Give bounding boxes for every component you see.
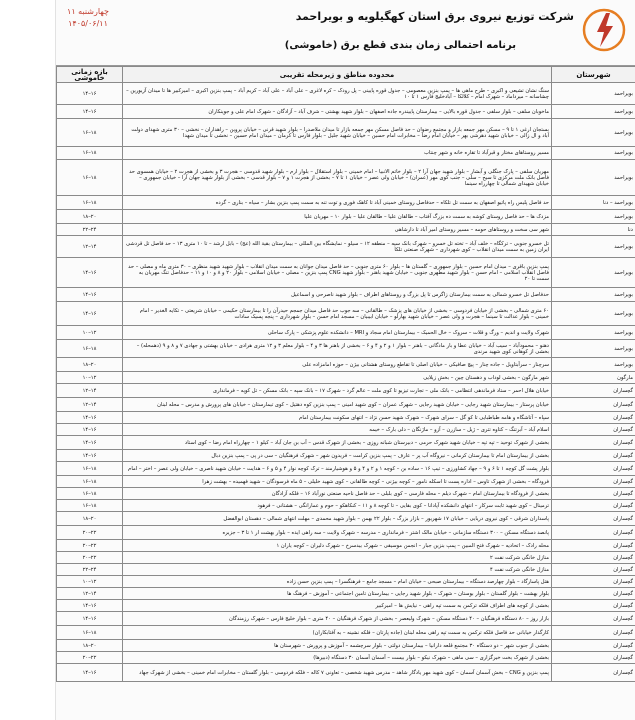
table-row <box>57 476 635 488</box>
table-row <box>57 196 635 210</box>
table-row <box>57 488 635 500</box>
table-row <box>57 526 635 540</box>
row-area: شهرک ولایت و اندیم – ورگ و قلات – سروک – خال الحمیک – بیمارستان امام سجاد و MRI – دانشکده علوم پزشکی – پارک ساحلی <box>123 326 552 340</box>
table-row <box>57 224 635 236</box>
row-city: بویراحمد <box>552 258 635 288</box>
row-area: بازار روز – ۸۰ دستگاه فرهنگیان – ۴۰ دستگاه مسکن – شهرک ولیعصر – بخشی از شهرک فرهنگیان – ۴۰ متری – بلوار خلیج فارس – شهرک رزمندگان <box>123 612 552 626</box>
table-row <box>57 436 635 450</box>
table-row <box>57 105 635 119</box>
row-time: ۱۶–۱۸ <box>57 488 123 500</box>
row-time: ۲۰–۲۲ <box>57 552 123 564</box>
row-area: کارگذار خیابانی حد فاصل فلکه ترکمن به سمت تپه راهی محله لبنان (جاده پارتان – فلکه نشینه – به آفتابکاران) <box>123 626 552 640</box>
row-city: گچساران <box>552 450 635 462</box>
document-page <box>55 0 635 720</box>
row-area: شهر سی سخت و روستاهای حومه – مسیر روستای امیر آباد تا دارشاهی <box>123 224 552 236</box>
row-time: ۱۶–۱۸ <box>57 500 123 512</box>
row-time: ۱۴–۱۶ <box>57 664 123 682</box>
row-time: ۱۴–۱۶ <box>57 258 123 288</box>
row-time: ۲۲–۲۴ <box>57 564 123 576</box>
row-time: ۱۴–۱۶ <box>57 83 123 105</box>
row-area: ترمینال – کوی شهید ثابت سرکار – انتهای دانشکده آپادانا – کوی بقایی – تا کوچه ۸ و ۱۱ – کنکاهکو – حوم و عمارانگی – هشتانی – فرهود <box>123 500 552 512</box>
row-city: بویراحمد <box>552 326 635 340</box>
company-title: شرکت توزیع نیروی برق استان کهگیلویه و بویراحمد <box>295 10 574 23</box>
table-row <box>57 576 635 588</box>
row-time: ۱۴–۱۶ <box>57 424 123 436</box>
row-area: بخشی از شهرک بخت خیرگزاری – سی ماهی – شهرک نیکو – بلوار بیست – آسمان آسمان ۳۰ دستگاه (دبیرها) <box>123 652 552 664</box>
row-city: گچساران <box>552 576 635 588</box>
row-time: ۲۰–۲۲ <box>57 526 123 540</box>
table-row <box>57 358 635 372</box>
row-city: گچساران <box>552 500 635 512</box>
row-city: گچساران <box>552 476 635 488</box>
row-city: گچساران <box>552 540 635 552</box>
row-city: مارگون <box>552 372 635 384</box>
row-time: ۱۴–۱۶ <box>57 600 123 612</box>
row-city: بویراحمد – دنا <box>552 196 635 210</box>
table-row <box>57 424 635 436</box>
row-time: ۱۴–۱۶ <box>57 302 123 326</box>
row-area: منازل خانگی شرکت نفت ۴ <box>123 564 552 576</box>
row-time: ۱۶–۱۸ <box>57 147 123 160</box>
row-city: بویراحمد <box>552 160 635 196</box>
table-row <box>57 564 635 576</box>
row-area: مهریان سلفی – پارک جنگلی و آبشار – بلوار شهید جهان آرا ۲ – بلوار خاتم الانبیا – امام خمینی – بلوار استقلال – بلوار ارم – بلوار شهید قدوسی – هجرت ۳ و بخشی از هجرت ۲ – خیابان همسوی حد فاصل بانک ملت مرکزی تا سیح – سلی – جنب کوی مهر (عمران) – خیابان ولی عصر – خیابان ۱ تا ۷ – بخشی از هجرت ۱ و ۷ – بلوار قدسی – بخشی از بلوار شهید جهان آرا – خیابان جمهوری – خیابان شهیدای شمالی تا چهارراه سینما <box>123 160 552 196</box>
table-row <box>57 326 635 340</box>
table-row <box>57 512 635 526</box>
row-city: گچساران <box>552 652 635 664</box>
row-city: گچساران <box>552 664 635 682</box>
row-city: گچساران <box>552 424 635 436</box>
row-city: گچساران <box>552 512 635 526</box>
row-time: ۱۶–۱۸ <box>57 476 123 488</box>
row-time: ۱۴–۱۶ <box>57 412 123 424</box>
row-time: ۱۲–۱۴ <box>57 236 123 258</box>
table-row <box>57 500 635 512</box>
row-area: بخشی از فرودگاه تا بیمارستان امام – شهرک دیلم – محله فارسی – کوی بلبلی – حد فاصل ناحیه صنعتی نورآباد ۱۶ – فلکه آزادگان <box>123 488 552 500</box>
row-area: اسلام آباد – آبرتنگ – کتاوه تتری – ژیل – سازرن – آزو – ماژنگان – دلی بارک – خیمه <box>123 424 552 436</box>
table-row <box>57 462 635 476</box>
row-time: ۱۰–۱۲ <box>57 326 123 340</box>
row-time: ۱۴–۱۶ <box>57 612 123 626</box>
table-row <box>57 384 635 398</box>
row-area: خیابان پرستار – بیمارستان شهید رجایی – خیابان شهید رجایی – شهرک عمران – کوی شهید امینی – پمپ بنزین کوه دهتیل – کوی تیمارستان – خیابان های پرورش و مدرس – محله لبنان <box>123 398 552 412</box>
row-city: بویراحمد <box>552 302 635 326</box>
row-city: گچساران <box>552 612 635 626</box>
column-header-city: شهرستان <box>552 67 635 83</box>
row-time: ۱۸–۲۰ <box>57 210 123 224</box>
table-row <box>57 450 635 462</box>
row-area: ماخوبان سلفی – بلوار سلفی – جدول قوره بالایی – بیمارستان پاییندره جاده اصفهان – بلوار شهید بهشتی – شرف آباد – آزادگان – شهرک امام علی و جوینکاران <box>123 105 552 119</box>
table-header-row <box>57 67 635 83</box>
row-time: ۱۶–۱۸ <box>57 160 123 196</box>
row-city: بویراحمد <box>552 236 635 258</box>
row-area: پمپ بنزین و CNG – بخش آسمان آسمان – کوی شهید مهر یادگار شاهد – مدرس شهید شخصی – تعاونی ۷ کاله – فلکه فردوسی – بلوار گلستان – مخابرات امام خمینی – بخشی از شهرک جهاد <box>123 664 552 682</box>
row-time: ۱۴–۱۶ <box>57 105 123 119</box>
row-time: ۱۴–۱۶ <box>57 436 123 450</box>
row-city: گچساران <box>552 626 635 640</box>
table-row <box>57 340 635 358</box>
row-area: بخشی از شهرک توحید – تپه تپه – خیابان شهید شهرک حرمی – دبیرستان شبانه روزی – بخشی از شهرک قدس – آب بن جان آباد – کیلو ۱ – چهارراه امام رضا – کوی استاد <box>123 436 552 450</box>
row-city: گچساران <box>552 436 635 450</box>
company-logo-icon <box>582 8 626 52</box>
row-time: ۱۶–۱۸ <box>57 340 123 358</box>
row-time: ۱۰–۱۲ <box>57 372 123 384</box>
table-row <box>57 302 635 326</box>
row-city: بویراحمد <box>552 210 635 224</box>
row-area: بخشی از کوچه های اطراف فلکه ترکمن به سمت تپه راهی – نیایش ها – امیرکبیر <box>123 600 552 612</box>
row-area: مزدک ها – حد فاصل روستای کوشه به سمت ده بزرگ آفتاب – طالقان علیا – طالقان علیا – بلوار ۱۰ – مهریان علیا <box>123 210 552 224</box>
table-row <box>57 236 635 258</box>
row-area: محله رادک – اتحادیه – شهرک فتح المبین – پمپ بنزین جبار – انجمن موسیقی – شهرک بیدسرخ – شهرک دلیران – کوچه یاران ۱ <box>123 540 552 552</box>
column-header-area: محدوده مناطق و زیرمحله تقریبی <box>123 67 552 83</box>
row-city: گچساران <box>552 588 635 600</box>
table-row <box>57 612 635 626</box>
row-time: ۱۶–۱۸ <box>57 119 123 147</box>
row-time: ۱۶–۱۸ <box>57 196 123 210</box>
outage-schedule-table <box>56 66 635 682</box>
row-area: تل خسرو جنوبی – ترکگاه – خلف آباد – تخته تل خسرو – شهرک بانک سپه – منطقه ۱۲ – سیلو – نمایشگاه بین المللی – بیمارستان بقیة الله (عج) – بابل ارشد – تا ۱۰ متری ۱۳ – حد فاصل تل قردشی ایران زمین به سمت میدان انقلاب – کوی شهرداری – شهرک صنعتی تلکا <box>123 236 552 258</box>
row-area: حد فاصل پلیس راه پاتیو اصفهان به سمت تل تلکاه – حدفاصل روستای خمینی آباد تا کاهک فوری و توت تنه به سمت پمپ بنزین بشار – سیاه – بناری – گرده <box>123 196 552 210</box>
row-time: ۲۰–۲۲ <box>57 540 123 552</box>
row-city: گچساران <box>552 564 635 576</box>
row-area: سرچنار – سرآبتاویل – جاده چنار – پیچ صافیکی – خیابان اصلی تا تقاطع روستای هشتانی بیژن – حوزه امامزاده علی <box>123 358 552 372</box>
row-city: گچساران <box>552 412 635 424</box>
row-city: گچساران <box>552 526 635 540</box>
table-row <box>57 119 635 147</box>
table-row <box>57 83 635 105</box>
row-city: بویراحمد <box>552 358 635 372</box>
table-row <box>57 210 635 224</box>
row-time: ۱۸–۲۰ <box>57 512 123 526</box>
row-city: بویراحمد <box>552 105 635 119</box>
table-row <box>57 160 635 196</box>
row-time: ۱۸–۲۰ <box>57 358 123 372</box>
row-area: ۶۰ متری شمالی – بخشی از خیابان فردوسی – بخشی از خیابان های پزشک – طالقانی – سه جوب حد فاصل میدان جمجم حیدرآن را تا بیمارستان حکیمی – خیابان شریعتی – تکایه الغدیر – امام خمینی – بلوار عدالت تا سینما – هجرت و ولی عصر – خیابان شهید بهارلو – خیابان ابیبیان – مسجد امام حسن – بلوار شهرداری – پنجه پسیک سادات <box>123 302 552 326</box>
row-city: گچساران <box>552 600 635 612</box>
table-row <box>57 600 635 612</box>
row-area: شهر مارگون – بخشی لوداب و دهستان چین – بخش زیلایی <box>123 372 552 384</box>
row-area: بخشی از جنوب شهر – دو دستگاه ۳۰ مجتمع قلعه دارانیا – بیمارستان دولتی – بلوار سرچشمه – آموزش و پرورش – شهرستان ها <box>123 640 552 652</box>
row-area: حدفاصل تل خسرو شمالی به سمت بیمارستان زاگرس تا پل بزرگ و روستاهای اطراف – بلوار شهید ناصرحی و اسماعیل <box>123 288 552 302</box>
table-row <box>57 588 635 600</box>
row-time: ۲۲–۲۴ <box>57 224 123 236</box>
row-city: گچساران <box>552 640 635 652</box>
row-area: بلوار پشت گل کوچه ۱ تا ۶ و ۹ – جهاد کشاورزی – تیپ ۱۶ – ساده بن – کوچه ۱ و ۲ و ۴ و ۵ و هوشیارمند – ترک کوچه نوار ۴ و ۵ و ۶ – هدایت – خیابان شهید ناصری – خیابان ولی عصر – اختر – امام <box>123 462 552 476</box>
row-city: گچساران <box>552 384 635 398</box>
row-city: گچساران <box>552 552 635 564</box>
row-city: بویراحمد <box>552 83 635 105</box>
column-header-time: بازه زمانی خاموشی <box>57 67 123 83</box>
row-time: ۱۴–۱۶ <box>57 450 123 462</box>
row-time: ۱۲–۱۴ <box>57 398 123 412</box>
row-time: ۱۶–۱۸ <box>57 462 123 476</box>
row-city: گچساران <box>552 398 635 412</box>
row-time: ۱۲–۱۴ <box>57 384 123 398</box>
table-row <box>57 664 635 682</box>
row-time: ۱۴–۱۶ <box>57 288 123 302</box>
row-area: بخشی از بیمارستان امام تا بیمارستان کرمانی – نیروگاه آب پر – عارف – پمپ بنزین کرامت – فریدون شهر – شهرک فرهنگیان – سی در پی – پمپ بنزین دبال <box>123 450 552 462</box>
row-city: گچساران <box>552 462 635 476</box>
row-area: پمپ بنزین باقری – میدان امام حسین – بلوار جمهوری – گلستان ها – بلوار ۶۰ متری جنوبی – حد فاصل میدان جوانان به سمت میدان انقلاب – بلوار شهید شهید منظری – ۳۰ متری ماه و مصلی – حد فاصل انقلاب اسلامی – امام حسن – بلوار شهید مطهری جنوبی – خیابان شهید باهنر – بلوار شهید CNG پمپ بنزین – مصلی – خیابان اسلامی – بلوار ۲۰ و ۸ و ۱۰ و ۱۱ – حدفاصل تنگ مهریان به سمت تا ۲۰ <box>123 258 552 288</box>
table-row <box>57 412 635 424</box>
row-time: ۱۸–۲۰ <box>57 640 123 652</box>
row-area: سپاه – آتاشگاه و هامه طباطبایی تا کو گل – سرای شهرک – شهرک شهید حسن نژاد – انتهای سکونت بیمارستان امام <box>123 412 552 424</box>
table-row <box>57 398 635 412</box>
row-area: خیابان هلال احمر – ستاد فرماندهی انتظامی – بانک ملی – تجارت تیزیو تا کوی ملت – عالم گرد – شهرک ۱۷ – بانک سپه – بانک مسکن – تل کوپه – فرمانداری <box>123 384 552 398</box>
table-row <box>57 372 635 384</box>
row-city: بویراحمد <box>552 340 635 358</box>
row-time: ۲۰–۲۲ <box>57 652 123 664</box>
row-area: پاسداران شرقی – کوی نیروی دریایی – خیابان ۱۷ شهریور – بازار بزرگ – بلوار ۲۲ بهمن – بلوار شهید محمدی – مهلت انتهای شمالی – دهستان ابوالفضل <box>123 512 552 526</box>
table-row <box>57 640 635 652</box>
table-row <box>57 288 635 302</box>
row-area: فرودگاه – بخشی از شهرک تاوس – اداره پست تا اسکله نامور – کوچه بیژنی – کوچه طالقانی – کوی شهید خلیلی – ۵ ماه فرسودگان – شهید فهمیده – بهشت زهرا <box>123 476 552 488</box>
row-area: دهنو – محمودآباد – سیب آباد – خیابان عطا و بار مادگانی – باهنر – بلوار ۱ و ۲ و ۴ و ۶ – بخشی از باهنر ها ۳ و ۴ – بلوار معلم ۳ و ۱۲ متری هرادی – خیابان بهشتی و جهادی ۷ و ۸ و ۹ (دهمحله) – بخشی از کوهانی کوی شهید مرندی <box>123 340 552 358</box>
table-row <box>57 652 635 664</box>
row-area: سنگ نشان تشیعی و اکبری – طرح ماهی ها – پمپ بنزین معصومی – جدول قوره پایینی – پل رودک – کره لاغری – علی آباد – علی آباد – کریم آباد – پمپ بنزین اکبری – امیرکبیر ها تا میدان آزیورین – چشاسانه – میرداماد – شهرک امام – کلالکا – آبادخلیج فارس ۱ تا ۱۰ <box>123 83 552 105</box>
document-header <box>56 0 635 66</box>
row-city: بویراحمد <box>552 119 635 147</box>
day-label: چهارشنبه ۱۱ <box>67 7 109 16</box>
table-row <box>57 147 635 160</box>
program-title: برنامه احتمالی زمان بندی قطع برق (خاموشی) <box>284 40 516 51</box>
row-area: مسیر روستاهای مختار و قبرآباد تا تقاره خانه و شهر چنتاب <box>123 147 552 160</box>
date-box <box>56 6 120 30</box>
table-row <box>57 258 635 288</box>
date-label: ۱۴۰۵/۰۶/۱۱ <box>68 19 108 28</box>
table-row <box>57 540 635 552</box>
row-time: ۱۶–۱۸ <box>57 626 123 640</box>
row-area: پانصد دستگاه مسکن – ۳۰۰ دستگاه سازمانی – خیابان مالک اشتر – فرمانداری – مدرسه – شهرک ولایت – سه راهی ایذه – بلوار بهشت ار ۱ تا ۳ – جزیره <box>123 526 552 540</box>
row-city: گچساران <box>552 488 635 500</box>
row-area: بستجان ارغی ۱ تا ۹ – مسکن مهر جمعه بازار و مجتمع رضوان – حد فاصل مسکن مهر جمعه بازار تا میدان ملاصدرا – بلوار شهید قرنی – خیابان پروین – راهداران – نخشی – ۳۰ متری شهدای دولت آباد و ال زالی – خیابان شهید دهرشی بهر – خیابان امام رضا – مخابرات امام حسین – خیابان شهید جلیل – بلوار فارس تا کرمان – میدان امام حسین – نخشی تا میدان شهدا <box>123 119 552 147</box>
row-time: ۱۲–۱۴ <box>57 588 123 600</box>
row-area: منازل خانگی شرکت نفت ۲ <box>123 552 552 564</box>
table-row <box>57 626 635 640</box>
row-area: هتل پاسارگاد – بلوار چهارصد دستگاه – بیمارستان صبحی – خیابان امام – مسجد جامع – فرهنگسرا – پمپ بنزین حسن زاده <box>123 576 552 588</box>
row-city: بویراحمد <box>552 288 635 302</box>
row-time: ۱۰–۱۲ <box>57 576 123 588</box>
table-row <box>57 552 635 564</box>
row-city: دنا <box>552 224 635 236</box>
row-area: بلوار بهشت – بلوار گلستان – بلوار بوستان – شهرک – بلوار شهید رجایی – بیمارستان تامین اجتماعی – آموزش – فرهنگ ها <box>123 588 552 600</box>
row-city: بویراحمد <box>552 147 635 160</box>
